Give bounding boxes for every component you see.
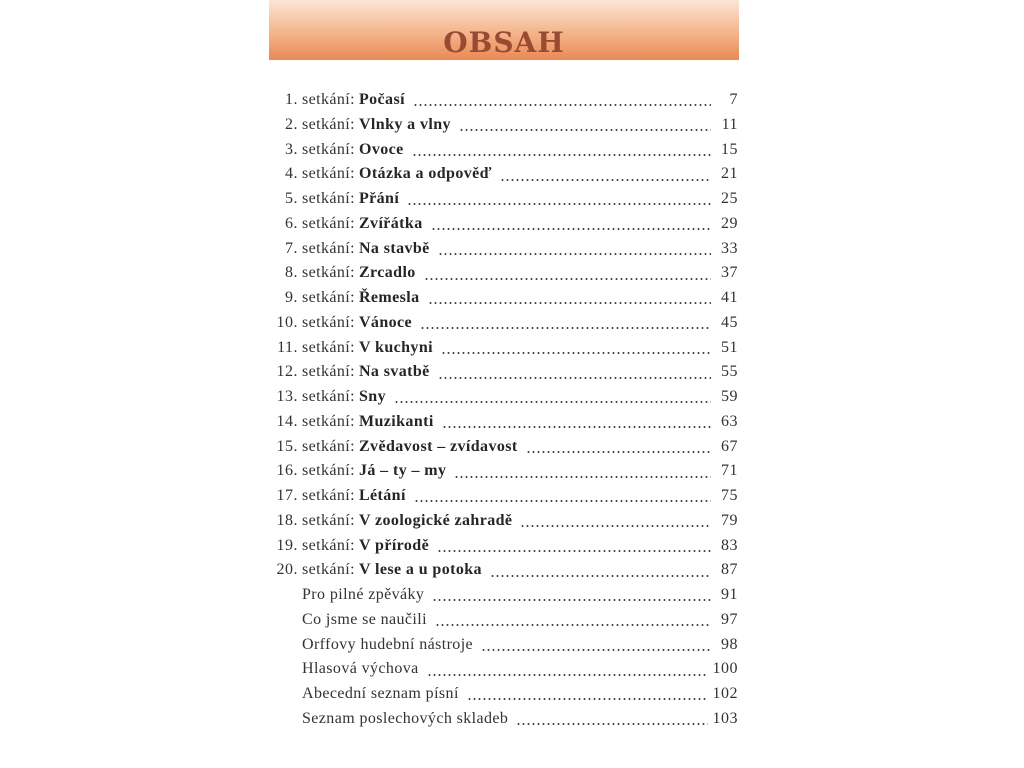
dot-leader [438,252,711,256]
dot-leader [438,376,711,380]
toc-entry [268,707,738,732]
dot-leader [500,178,711,182]
toc-entry-number: 18. [276,511,298,529]
toc-entry-title: Hlasová výchova [302,660,419,678]
dot-leader [428,301,711,305]
toc-entry-page-number: 63 [721,412,738,430]
toc-entry-page-number: 11 [721,115,738,133]
toc-entry [268,583,738,608]
dot-leader [526,450,711,454]
dot-leader [424,277,711,281]
dot-leader [437,549,711,553]
toc-entry [268,608,738,633]
toc-entry-title: Muzikanti [358,412,434,430]
toc-entry-number: 6. [285,214,298,232]
toc-entry-title: Zvířátka [358,214,423,232]
toc-entry [268,237,738,262]
toc-entry-title: Já – ty – my [358,462,447,480]
toc-entry-page-number: 15 [721,140,738,158]
toc-entry-title: Zvědavost – zvídavost [358,437,518,455]
toc-entry-title: Na stavbě [358,239,430,257]
toc-entry-label: setkání: [302,214,355,232]
toc-entry-page-number: 87 [721,561,738,579]
dot-leader [516,722,707,726]
toc-entry-page-number: 33 [721,239,738,257]
toc-entry [268,558,738,583]
toc-entry-number: 2. [285,115,298,133]
toc-entry-page-number: 98 [721,635,738,653]
toc-entry-page-number: 7 [729,91,738,108]
toc-entry-title: Zrcadlo [358,264,416,282]
toc-entry [268,187,738,212]
toc-entry [268,88,738,113]
toc-entry-page-number: 83 [721,536,738,554]
dot-leader [454,475,711,479]
toc-entry-page-number: 51 [721,338,738,356]
toc-entry-title: V přírodě [358,536,430,554]
toc-entry-title: Létání [358,487,406,504]
toc-entry-title: Ovoce [358,140,404,158]
table-of-contents [268,88,738,732]
toc-entry-page-number: 41 [721,289,738,306]
toc-entry-number: 11. [277,338,298,356]
toc-entry [268,162,738,187]
toc-entry [268,360,738,385]
toc-entry [268,311,738,336]
dot-leader [407,202,711,206]
toc-entry-number: 14. [276,412,298,430]
dot-leader [459,128,711,132]
toc-entry [268,261,738,286]
toc-entry [268,682,738,707]
toc-entry-label: setkání: [302,561,355,579]
dot-leader [414,499,711,503]
toc-entry-label: setkání: [302,338,355,356]
toc-entry [268,435,738,460]
toc-entry-title: Řemesla [358,289,420,306]
dot-leader [420,326,711,330]
dot-leader [412,153,711,157]
toc-entry [268,286,738,311]
toc-entry-title: Počasí [358,91,405,108]
toc-entry-title: Otázka a odpověď [358,165,492,183]
toc-entry-label: setkání: [302,511,355,529]
toc-entry-page-number: 55 [721,363,738,381]
toc-entry [268,534,738,559]
toc-entry-label: setkání: [302,239,355,257]
toc-entry-title: V kuchyni [358,338,433,356]
toc-entry [268,657,738,682]
toc-entry [268,509,738,534]
toc-entry-page-number: 91 [721,586,738,603]
toc-entry-title: Sny [358,388,386,405]
toc-entry-number: 12. [276,363,298,381]
toc-entry-label: setkání: [302,388,355,405]
page-title: OBSAH [443,26,565,59]
dot-leader [394,400,711,404]
dot-leader [432,598,711,602]
toc-entry [268,459,738,484]
toc-entry-page-number: 21 [721,165,738,183]
toc-entry-page-number: 67 [721,437,738,455]
toc-entry-title: Seznam poslechových skladeb [302,709,509,727]
toc-entry-page-number: 59 [721,388,738,405]
toc-entry-title: Pro pilné zpěváky [302,586,425,603]
toc-entry-label: setkání: [302,536,355,554]
toc-entry-title: Abecední seznam písní [302,685,459,702]
dot-leader [490,574,711,578]
toc-entry-page-number: 25 [721,190,738,207]
toc-entry [268,212,738,237]
toc-entry-title: Na svatbě [358,363,430,381]
toc-entry-number: 15. [276,437,298,455]
toc-entry [268,633,738,658]
dot-leader [441,351,711,355]
toc-entry-number: 9. [285,289,298,306]
toc-entry-title: V lese a u potoka [358,561,482,579]
dot-leader [481,648,711,652]
dot-leader [413,103,711,107]
dot-leader [442,425,711,429]
toc-entry-number: 7. [285,239,298,257]
toc-entry-page-number: 79 [721,511,738,529]
toc-entry-label: setkání: [302,313,355,331]
toc-entry-label: setkání: [302,115,355,133]
toc-entry-title: Vánoce [358,313,413,331]
toc-entry-page-number: 29 [721,214,738,232]
toc-entry-label: setkání: [302,140,355,158]
toc-entry-title: V zoologické zahradě [358,511,513,529]
toc-entry [268,484,738,509]
dot-leader [520,524,711,528]
toc-entry-label: setkání: [302,412,355,430]
dot-leader [431,227,711,231]
toc-entry-label: setkání: [302,289,355,306]
toc-entry-number: 4. [285,165,298,183]
toc-entry-label: setkání: [302,487,355,504]
toc-entry-page-number: 45 [721,313,738,331]
toc-entry-page-number: 102 [712,685,738,702]
toc-entry-title: Přání [358,190,400,207]
toc-entry-number: 16. [276,462,298,480]
toc-entry-number: 13. [276,388,298,405]
toc-entry-number: 8. [285,264,298,282]
toc-entry-label: setkání: [302,190,355,207]
dot-leader [435,623,711,627]
toc-entry-label: setkání: [302,437,355,455]
dot-leader [427,673,708,677]
toc-entry [268,113,738,138]
toc-entry-page-number: 75 [721,487,738,504]
toc-entry-label: setkání: [302,91,355,108]
toc-entry-page-number: 37 [721,264,738,282]
toc-entry-label: setkání: [302,165,355,183]
toc-entry-page-number: 103 [712,709,738,727]
toc-entry [268,138,738,163]
toc-entry-number: 19. [276,536,298,554]
toc-entry-label: setkání: [302,264,355,282]
toc-entry-number: 1. [285,91,298,108]
dot-leader [467,697,708,701]
toc-entry [268,410,738,435]
toc-entry-number: 20. [276,561,298,579]
toc-entry-number: 5. [285,190,298,207]
toc-entry-page-number: 100 [712,660,738,678]
toc-entry-title: Co jsme se naučili [302,610,427,628]
toc-entry-page-number: 71 [721,462,738,480]
toc-entry-title: Orffovy hudební nástroje [302,635,474,653]
toc-entry-label: setkání: [302,462,355,480]
toc-entry [268,385,738,410]
toc-entry-number: 10. [276,313,298,331]
toc-entry [268,336,738,361]
toc-entry-number: 17. [276,487,298,504]
toc-entry-title: Vlnky a vlny [358,115,451,133]
toc-entry-page-number: 97 [721,610,738,628]
toc-entry-label: setkání: [302,363,355,381]
toc-entry-number: 3. [285,140,298,158]
